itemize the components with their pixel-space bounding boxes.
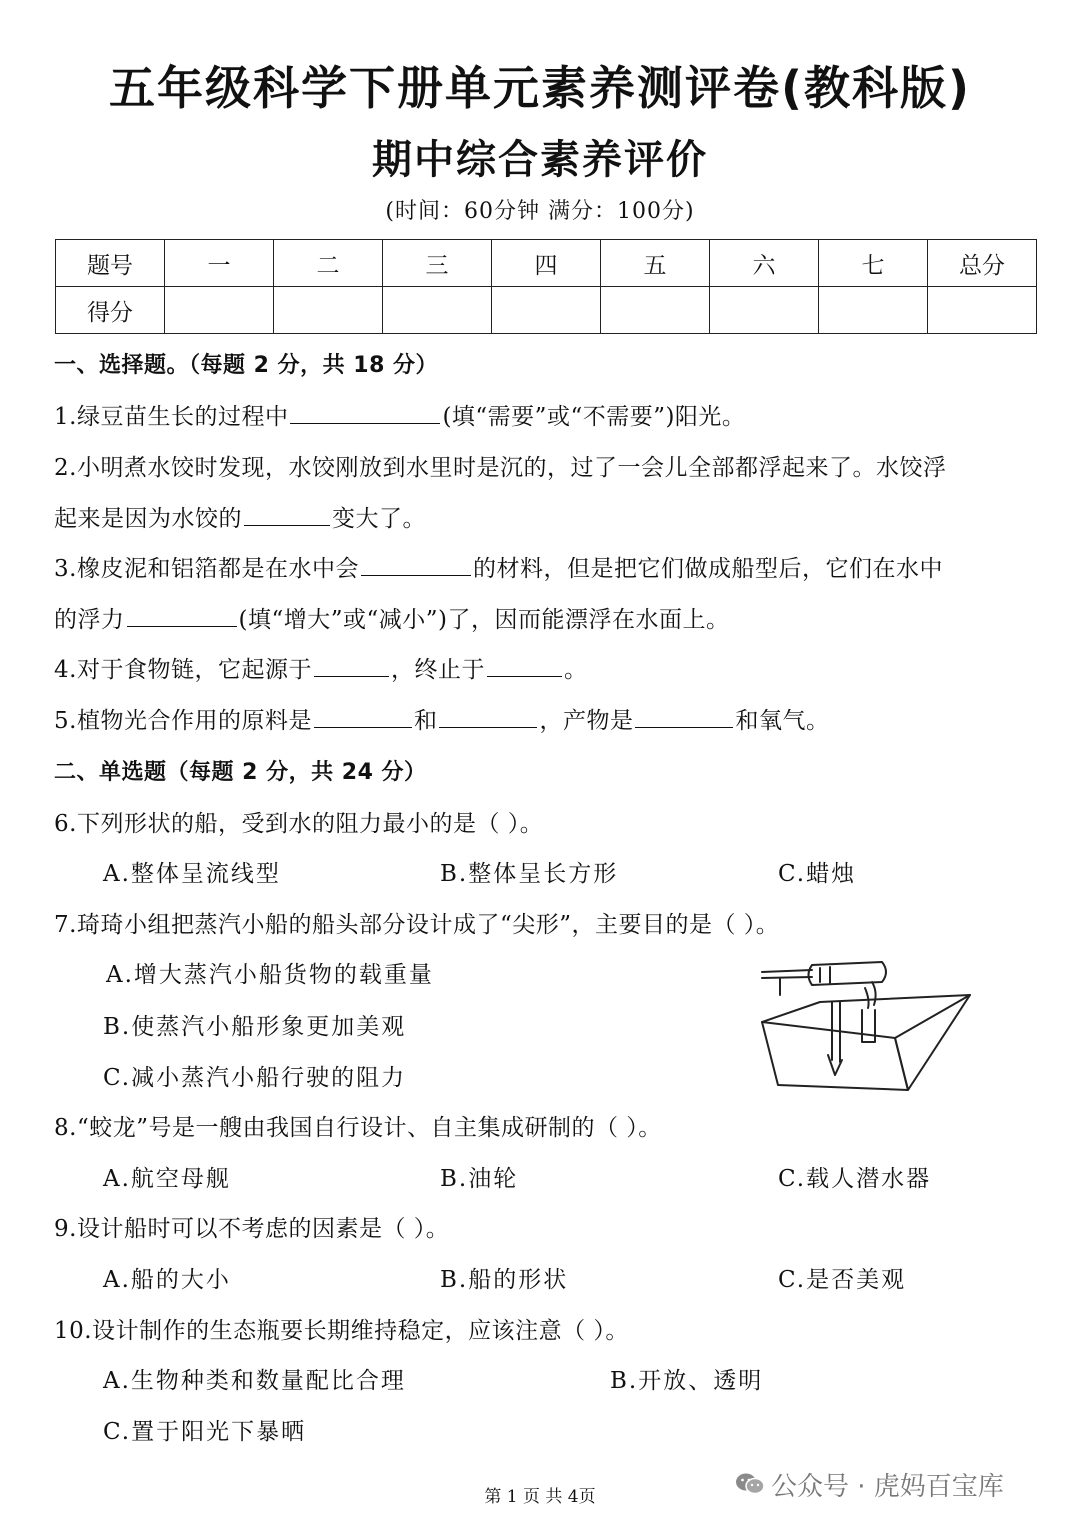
page-number: 第 1 页 共 4页	[484, 1487, 596, 1507]
question-text: 4.对于食物链，它起源于	[54, 657, 312, 683]
score-cell: 题号	[56, 240, 165, 287]
option-a[interactable]: A.增大蒸汽小船货物的载重量	[106, 962, 434, 988]
option-c[interactable]: C.载人潜水器	[778, 1166, 932, 1192]
option-a[interactable]: A.整体呈流线型	[103, 861, 281, 887]
question-4	[54, 651, 587, 684]
score-input-cell[interactable]	[383, 287, 492, 334]
question-text: 的材料，但是把它们做成船型后，它们在水中	[472, 556, 943, 582]
score-cell: 六	[710, 240, 819, 287]
score-table-score-row	[56, 287, 1037, 334]
answer-blank[interactable]	[635, 705, 733, 728]
option-c[interactable]: C.减小蒸汽小船行驶的阻力	[103, 1065, 407, 1091]
answer-blank[interactable]	[314, 705, 412, 728]
question-2-line-1: 2.小明煮水饺时发现，水饺刚放到水里时是沉的，过了一会儿全部都浮起来了。水饺浮	[54, 455, 947, 481]
question-text: (填“增大”或“减小”)了，因而能漂浮在水面上。	[238, 607, 730, 633]
score-input-cell[interactable]	[165, 287, 274, 334]
score-cell: 一	[165, 240, 274, 287]
option-b[interactable]: B.使蒸汽小船形象更加美观	[103, 1014, 407, 1040]
option-c[interactable]: C.置于阳光下暴晒	[103, 1419, 307, 1445]
question-text: 的浮力	[54, 607, 125, 633]
steam-boat-illustration	[750, 950, 980, 1095]
answer-blank[interactable]	[361, 553, 471, 576]
question-text: 和	[413, 708, 438, 734]
score-row-label: 得分	[56, 287, 165, 334]
score-cell: 四	[492, 240, 601, 287]
score-table-header-row	[56, 240, 1037, 287]
question-8-stem: 8.“蛟龙”号是一艘由我国自行设计、自主集成研制的（ ）。	[54, 1115, 662, 1141]
score-input-cell[interactable]	[492, 287, 601, 334]
score-input-cell[interactable]	[928, 287, 1037, 334]
time-info: (时间：60分钟 满分：100分)	[385, 199, 695, 224]
option-a[interactable]: A.生物种类和数量配比合理	[103, 1368, 406, 1394]
page-title: 五年级科学下册单元素养测评卷(教科版)	[108, 61, 972, 115]
question-9-stem: 9.设计船时可以不考虑的因素是（ ）。	[54, 1216, 450, 1242]
question-2-line-2	[54, 500, 426, 533]
question-text: 变大了。	[332, 506, 426, 532]
score-input-cell[interactable]	[819, 287, 928, 334]
question-text: 3.橡皮泥和铝箔都是在水中会	[54, 556, 359, 582]
score-input-cell[interactable]	[601, 287, 710, 334]
option-b[interactable]: B.开放、透明	[610, 1368, 764, 1394]
watermark	[735, 1466, 1004, 1503]
question-text: 1.绿豆苗生长的过程中	[54, 404, 289, 430]
question-1	[54, 398, 745, 431]
option-b[interactable]: B.油轮	[440, 1166, 519, 1192]
wechat-icon	[735, 1472, 765, 1503]
section-heading: 二、单选题（每题 2 分，共 24 分）	[54, 760, 427, 785]
option-b[interactable]: B.整体呈长方形	[440, 861, 619, 887]
score-cell: 七	[819, 240, 928, 287]
question-6-stem: 6.下列形状的船，受到水的阻力最小的是（ ）。	[54, 811, 544, 837]
answer-blank[interactable]	[487, 654, 562, 677]
answer-blank[interactable]	[290, 401, 440, 424]
answer-blank[interactable]	[127, 604, 237, 627]
question-7-stem: 7.琦琦小组把蒸汽小船的船头部分设计成了“尖形”，主要目的是（ ）。	[54, 912, 780, 938]
question-5	[54, 702, 829, 735]
score-cell: 总分	[928, 240, 1037, 287]
score-cell: 三	[383, 240, 492, 287]
option-a[interactable]: A.航空母舰	[103, 1166, 231, 1192]
score-cell: 二	[274, 240, 383, 287]
score-input-cell[interactable]	[274, 287, 383, 334]
question-text: 5.植物光合作用的原料是	[54, 708, 312, 734]
option-a[interactable]: A.船的大小	[103, 1267, 231, 1293]
question-3-line-1	[54, 550, 943, 583]
question-text: ，终止于	[390, 657, 485, 683]
question-text: ，产物是	[539, 708, 634, 734]
question-text: 。	[563, 657, 588, 683]
watermark-text: 公众号 · 虎妈百宝库	[771, 1472, 1004, 1502]
question-10-stem: 10.设计制作的生态瓶要长期维持稳定，应该注意（ ）。	[54, 1318, 629, 1344]
option-c[interactable]: C.蜡烛	[778, 861, 857, 887]
score-cell: 五	[601, 240, 710, 287]
answer-blank[interactable]	[244, 503, 330, 526]
section-heading: 一、选择题。（每题 2 分，共 18 分）	[54, 353, 439, 378]
option-c[interactable]: C.是否美观	[778, 1267, 907, 1293]
question-text: 起来是因为水饺的	[54, 506, 242, 532]
score-input-cell[interactable]	[710, 287, 819, 334]
answer-blank[interactable]	[439, 705, 537, 728]
score-table	[55, 239, 1037, 334]
question-text: 和氧气。	[735, 708, 830, 734]
question-text: (填“需要”或“不需要”)阳光。	[442, 404, 746, 430]
question-3-line-2	[54, 601, 729, 634]
page-subtitle: 期中综合素养评价	[372, 137, 708, 183]
answer-blank[interactable]	[314, 654, 389, 677]
option-b[interactable]: B.船的形状	[440, 1267, 569, 1293]
